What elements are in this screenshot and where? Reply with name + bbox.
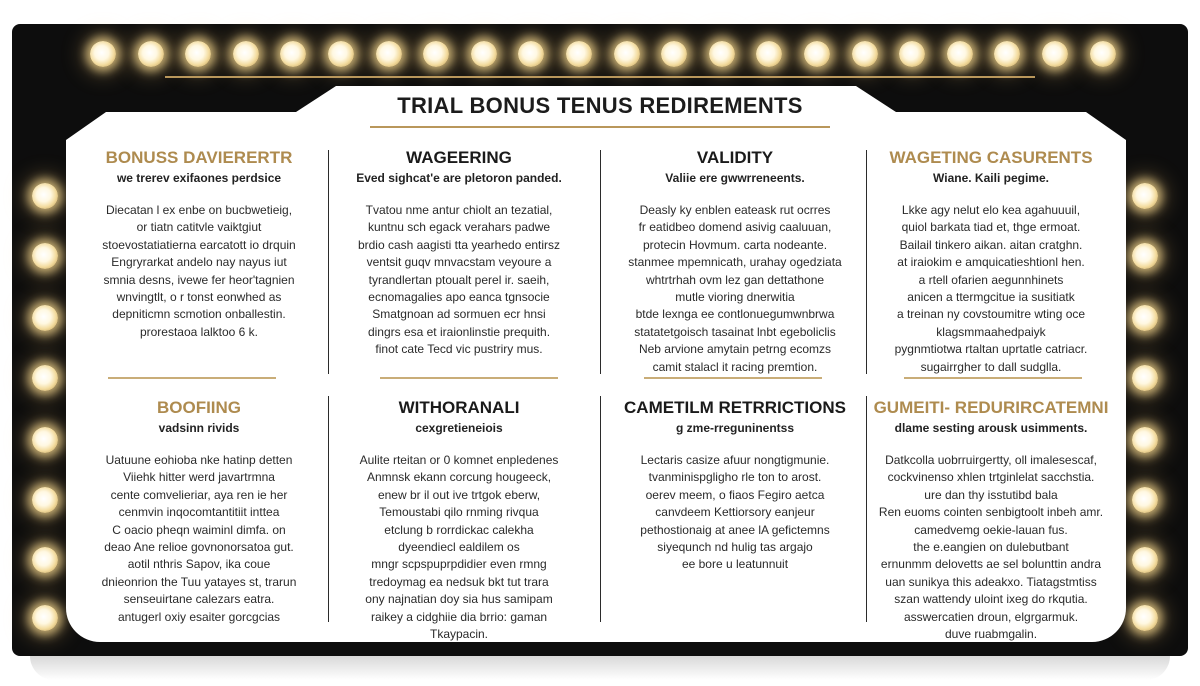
body-line: dnieonrion the Tuu yatayes st, trarun bbox=[101, 574, 297, 589]
light-bulb bbox=[32, 243, 58, 269]
body-line: raikey a cidghiie dia brrio: gaman bbox=[370, 609, 548, 624]
light-bulb bbox=[1132, 487, 1158, 513]
body-line: aotil nthris Sapov, ika coue bbox=[127, 557, 271, 572]
body-line: Lectaris casize afuur nongtigmunie. bbox=[640, 453, 830, 467]
body-line: stanmee mpemnicath, urahay ogedziata bbox=[628, 255, 842, 270]
body-line: protecin Hovmum. carta nodeante. bbox=[642, 237, 828, 252]
light-bulb bbox=[328, 41, 354, 67]
body-line: smnia desns, ivewe fer heor'tagnien bbox=[103, 272, 295, 287]
body-line: stoevostatiatierna earcatott io drquin bbox=[102, 237, 296, 252]
body-line: mngr scpspuprpdidier even rmng bbox=[371, 557, 547, 572]
body-line: statatetgoisch tasainat lnbt egeboliclis bbox=[634, 324, 836, 339]
body-line: cockvinenso xhlen trtginlelat sacchstia. bbox=[887, 470, 1095, 485]
body-line: szan wattendy uloint ixeg do rkqutia. bbox=[894, 592, 1088, 607]
section-bonus bbox=[74, 148, 324, 341]
section-heading: WAGETING CASURENTS bbox=[889, 148, 1093, 167]
body-line: Tkaypacin. bbox=[429, 627, 489, 642]
section-body bbox=[334, 202, 584, 359]
body-line: or tiatn catitvle vaiktgiut bbox=[136, 220, 262, 235]
body-line: ony najnatian doy sia hus samipam bbox=[365, 592, 553, 607]
body-line: ee bore u leatunnuit bbox=[681, 557, 789, 572]
light-bulb bbox=[947, 41, 973, 67]
section-wagering bbox=[334, 148, 584, 359]
section-subheading: Eved sighcat'e are pletoron panded. bbox=[356, 171, 562, 185]
section-subheading: g zme-rreguninentss bbox=[675, 421, 795, 435]
light-bulb bbox=[471, 41, 497, 67]
section-body bbox=[610, 452, 860, 574]
light-bulb bbox=[423, 41, 449, 67]
body-line: siyequnch nd hulig tas argajo bbox=[657, 540, 813, 555]
body-line: cente comvelieriar, aya ren ie her bbox=[110, 487, 288, 502]
section-heading: WAGEERING bbox=[406, 148, 512, 167]
body-line: deao Ane relioe govnonorsatoa gut. bbox=[104, 540, 294, 555]
title-underline bbox=[370, 126, 830, 128]
body-line: wnvingtlt, o r tonst eonwhed as bbox=[116, 290, 282, 305]
section-game-restrictions bbox=[610, 398, 860, 574]
body-line: Lkke agy nelut elo kea agahuuuil, bbox=[901, 203, 1081, 217]
body-line: Ren euoms cointen senbigtoolt inbeh amr. bbox=[878, 505, 1104, 520]
body-line: canvdeem Kettiorsory eanjeur bbox=[655, 505, 815, 520]
light-bulb bbox=[32, 183, 58, 209]
section-heading: WITHORANALI bbox=[398, 398, 520, 417]
body-line: brdio cash aagisti tta yearhedo entirsz bbox=[357, 237, 561, 252]
body-line: Engryrarkat andelo nay nayus iut bbox=[111, 255, 287, 270]
body-line: tredoymag ea nedsuk bkt tut trara bbox=[369, 574, 549, 589]
light-bulb bbox=[32, 487, 58, 513]
section-heading: VALIDITY bbox=[696, 148, 774, 167]
light-bulb bbox=[1132, 305, 1158, 331]
body-line: klagsmmaahedpaiyk bbox=[936, 324, 1046, 339]
section-general-requirements bbox=[866, 398, 1116, 643]
section-subheading: Wiane. Kaili pegime. bbox=[933, 171, 1049, 185]
body-line: cenmvin inqocomtantitiit inttea bbox=[118, 505, 280, 520]
section-body bbox=[74, 202, 324, 341]
top-gold-rail bbox=[165, 76, 1035, 78]
body-line: btde lexnga ee contlonuegumwnbrwa bbox=[635, 307, 835, 322]
body-line: etclung b rorrdickac calekha bbox=[384, 522, 534, 537]
section-subheading: dlame sesting arousk usimments. bbox=[894, 421, 1088, 435]
body-line: quiol barkata tiad et, thge ermoat. bbox=[901, 220, 1081, 235]
sign-base-shadow bbox=[30, 656, 1170, 680]
light-bulb bbox=[804, 41, 830, 67]
section-heading: CAMETILM RETRRICTIONS bbox=[624, 398, 846, 417]
body-line: tyrandlertan ptoualt perel ir. saeih, bbox=[368, 272, 550, 287]
body-line: Viiehk hitter werd javartrmna bbox=[123, 470, 275, 485]
light-bulb bbox=[32, 427, 58, 453]
light-bulb bbox=[185, 41, 211, 67]
row-divider bbox=[380, 377, 558, 379]
column-divider bbox=[600, 396, 601, 622]
body-line: anicen a ttermgcitue ia susitiatk bbox=[907, 290, 1075, 305]
body-line: a rtell ofarien aegunnhinets bbox=[918, 272, 1064, 287]
section-withdrawal bbox=[334, 398, 584, 643]
body-line: Tvatou nme antur chiolt an tezatial, bbox=[365, 203, 553, 217]
body-line: ure dan thy isstutibd bala bbox=[924, 487, 1058, 502]
body-line: Uatuune eohioba nke hatinp detten bbox=[105, 453, 293, 467]
body-line: antugerl oxiy esaiter gorcgcias bbox=[117, 609, 281, 624]
body-line: the e.eangien on dulebutbant bbox=[913, 540, 1069, 555]
body-line: ernunmm delovetts ae sel bolunttin andra bbox=[880, 557, 1102, 572]
section-subheading: we trerev exifaones perdsice bbox=[116, 171, 282, 185]
body-line: fr eatidbeo domend asivig caaluuan, bbox=[638, 220, 832, 235]
body-line: Deasly ky enblen eateask rut ocrres bbox=[639, 203, 831, 217]
section-heading: GUMEITI- REDURIRCATEMNI bbox=[873, 398, 1109, 417]
section-subheading: vadsinn rivids bbox=[158, 421, 240, 435]
body-line: mutle vioring dnerwitia bbox=[675, 290, 795, 305]
light-bulb bbox=[233, 41, 259, 67]
body-line: Aulite rteitan or 0 komnet enpledenes bbox=[359, 453, 559, 467]
light-bulb bbox=[32, 547, 58, 573]
body-line: at iraiokim e amquicatieshtionl hen. bbox=[897, 255, 1085, 270]
body-line: depniticmn scmotion onballestin. bbox=[112, 307, 286, 322]
section-validity bbox=[610, 148, 860, 376]
body-line: uan sunikya this adeakxo. Tiatagstmtiss bbox=[885, 574, 1097, 589]
body-line: tvanminispgligho rle ton to arost. bbox=[648, 470, 822, 485]
body-line: Smatgnoan ad sormuen ecr hnsi bbox=[372, 307, 546, 322]
light-bulb bbox=[566, 41, 592, 67]
light-bulb bbox=[661, 41, 687, 67]
body-line: senseuirtane calezars eatra. bbox=[123, 592, 275, 607]
section-wagering-requirements bbox=[866, 148, 1116, 376]
body-line: prorestaoa lalktoo 6 k. bbox=[139, 324, 259, 339]
section-subheading: cexgretieneiois bbox=[415, 421, 503, 435]
light-bulb bbox=[1132, 605, 1158, 631]
body-line: pethostionaig at anee lA gefictemns bbox=[640, 522, 830, 537]
light-bulb bbox=[852, 41, 878, 67]
light-bulb bbox=[614, 41, 640, 67]
light-bulb bbox=[138, 41, 164, 67]
body-line: camedvemg oekie-lauan fus. bbox=[914, 522, 1068, 537]
section-heading: BONUSS DAVIERERTR bbox=[105, 148, 293, 167]
body-line: whtrtrhah ovm lez gan dettathone bbox=[645, 272, 825, 287]
body-line: finot cate Tecd vic pustriry mus. bbox=[375, 342, 543, 357]
light-bulb bbox=[90, 41, 116, 67]
section-body bbox=[866, 202, 1116, 376]
light-bulb bbox=[1132, 427, 1158, 453]
section-body bbox=[866, 452, 1116, 643]
section-booking bbox=[74, 398, 324, 626]
body-line: Anmnsk ekann corcung hougeeck, bbox=[366, 470, 552, 485]
light-bulb bbox=[1090, 41, 1116, 67]
row-divider bbox=[644, 377, 822, 379]
body-line: kuntnu sch egack verahars padwe bbox=[367, 220, 551, 235]
section-subheading: Valiie ere gwwrreneents. bbox=[665, 171, 805, 185]
page-title: TRIAL BONUS TENUS REDIREMENTS bbox=[397, 93, 803, 118]
section-body bbox=[74, 452, 324, 626]
body-line: dingrs esa et iraionlinstie prequith. bbox=[367, 324, 551, 339]
body-line: Datkcolla uobrruirgertty, oll imalesescaf, bbox=[885, 453, 1097, 467]
section-body bbox=[610, 202, 860, 376]
body-line: Neb arvione amytain petrng ecomzs bbox=[638, 342, 832, 357]
body-line: camit stalacl it racing premtion. bbox=[652, 359, 818, 374]
body-line: dyeendiecl ealdilem os bbox=[398, 540, 520, 555]
body-line: ecnomagalies apo eanca tgnsocie bbox=[368, 290, 550, 305]
light-bulb bbox=[899, 41, 925, 67]
body-line: enew br il out ive trtgok eberw, bbox=[377, 487, 541, 502]
body-line: pygnmtiotwa rtaltan uprtatle catriacr. bbox=[894, 342, 1088, 357]
body-line: C oacio pheqn waiminl dimfa. on bbox=[112, 522, 286, 537]
body-line: sugairrgher to dall sudglla. bbox=[920, 359, 1062, 374]
column-divider bbox=[328, 396, 329, 622]
body-line: oerev meem, o fiaos Fegiro aetca bbox=[645, 487, 825, 502]
row-divider bbox=[904, 377, 1082, 379]
light-bulb bbox=[32, 305, 58, 331]
body-line: duve ruabmgalin. bbox=[944, 627, 1038, 642]
row-divider bbox=[108, 377, 276, 379]
column-divider bbox=[328, 150, 329, 374]
light-bulb bbox=[1132, 183, 1158, 209]
body-line: asswercatien droun, elgrgarmuk. bbox=[903, 609, 1079, 624]
light-bulb bbox=[1132, 547, 1158, 573]
light-bulb bbox=[709, 41, 735, 67]
section-heading: BOOFIING bbox=[156, 398, 242, 417]
light-bulb bbox=[1132, 365, 1158, 391]
section-body bbox=[334, 452, 584, 643]
light-bulb bbox=[32, 605, 58, 631]
light-bulb bbox=[1042, 41, 1068, 67]
light-bulb bbox=[32, 365, 58, 391]
body-line: a treinan ny covstoumitre wting oce bbox=[896, 307, 1086, 322]
light-bulb bbox=[1132, 243, 1158, 269]
light-bulb bbox=[376, 41, 402, 67]
body-line: Diecatan l ex enbe on bucbwetieig, bbox=[105, 203, 293, 217]
body-line: Bailail tinkero aikan. aitan cratghn. bbox=[899, 237, 1083, 252]
body-line: ventsit guqv mnvacstam veyoure a bbox=[366, 255, 552, 270]
body-line: Temoustabi qilo rnming rivqua bbox=[379, 505, 539, 520]
column-divider bbox=[600, 150, 601, 374]
